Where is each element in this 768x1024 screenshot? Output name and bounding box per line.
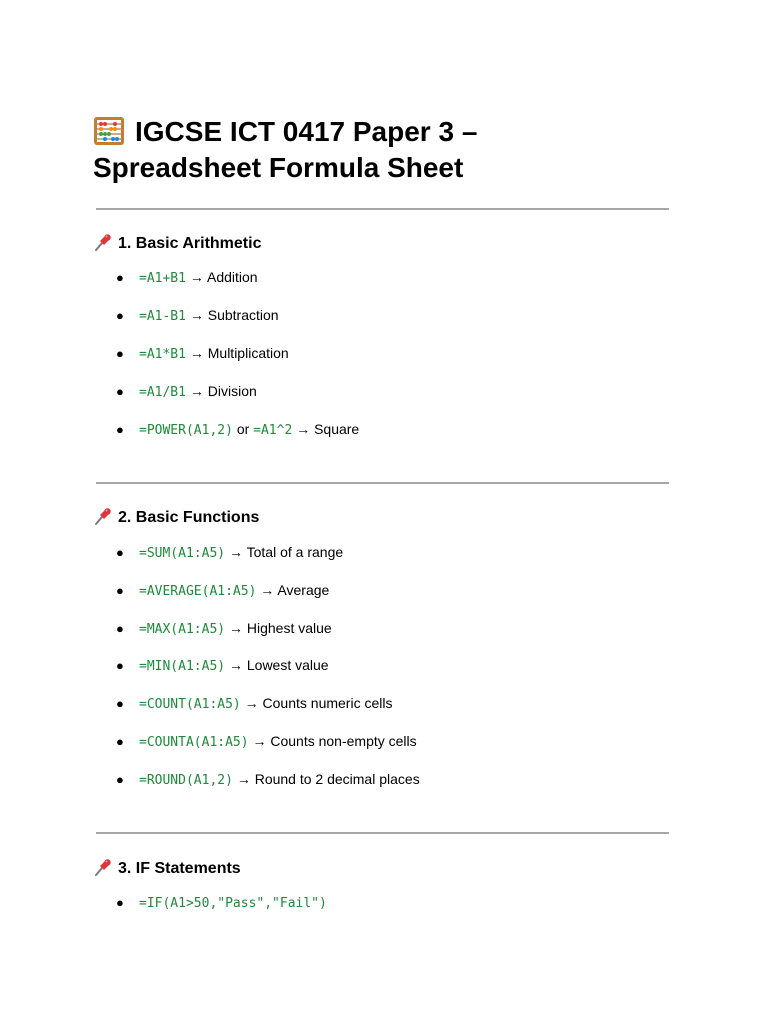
- formula: =MAX(A1:A5): [139, 622, 226, 637]
- arrow: →: [189, 345, 204, 361]
- formula: =A1*B1: [139, 347, 186, 362]
- formula-description: Addition: [206, 269, 258, 285]
- bullet: ●: [116, 772, 124, 787]
- formula: =A1+B1: [139, 271, 186, 286]
- abacus-icon: [93, 116, 125, 146]
- page-title: [93, 114, 693, 186]
- formula-description: Total of a range: [246, 544, 344, 560]
- formula-description: Highest value: [246, 620, 332, 636]
- arrow: →: [189, 307, 204, 323]
- formula-description: Subtraction: [207, 307, 279, 323]
- formula: =AVERAGE(A1:A5): [139, 584, 257, 599]
- bullet: ●: [116, 545, 124, 560]
- section-heading-basic-functions: [93, 506, 259, 528]
- bullet: ●: [116, 658, 124, 673]
- bullet: ●: [116, 384, 124, 399]
- section-divider: [96, 208, 669, 210]
- list-item: [116, 304, 279, 326]
- bullet: ●: [116, 734, 124, 749]
- formula: =MIN(A1:A5): [139, 659, 226, 674]
- formula: =POWER(A1,2): [139, 423, 233, 438]
- bullet: ●: [116, 308, 124, 323]
- formula-description: Lowest value: [246, 657, 329, 673]
- formula-description: Square: [314, 421, 360, 437]
- list-item: [116, 342, 289, 364]
- arrow: →: [296, 421, 311, 437]
- arrow: →: [244, 695, 259, 711]
- formula: =A1/B1: [139, 385, 186, 400]
- pushpin-icon: [93, 506, 113, 526]
- formula-description: Division: [207, 383, 257, 399]
- list-item: [116, 380, 257, 402]
- page-title-line-2: Spreadsheet Formula Sheet: [93, 152, 464, 183]
- arrow: →: [189, 269, 204, 285]
- formula-description: Average: [277, 582, 330, 598]
- arrow: →: [228, 620, 243, 636]
- bullet: ●: [116, 270, 124, 285]
- formula: =A1-B1: [139, 309, 186, 324]
- bullet: ●: [116, 621, 124, 636]
- arrow: →: [260, 582, 275, 598]
- list-item: [116, 418, 359, 440]
- list-item: [116, 654, 329, 676]
- formula: =SUM(A1:A5): [139, 546, 226, 561]
- list-item: [116, 891, 327, 913]
- formula-description: Counts non-empty cells: [270, 733, 417, 749]
- bullet: ●: [116, 422, 124, 437]
- formula-description: Multiplication: [207, 345, 289, 361]
- section-heading-label: 2. Basic Functions: [118, 509, 260, 526]
- list-item: [116, 730, 417, 752]
- bullet: ●: [116, 346, 124, 361]
- list-item: [116, 768, 420, 790]
- bullet: ●: [116, 895, 124, 910]
- arrow: →: [228, 657, 243, 673]
- section-heading-basic-arithmetic: [93, 232, 261, 254]
- formula-joiner: or: [236, 421, 250, 437]
- list-item: [116, 579, 329, 601]
- formula-description: Round to 2 decimal places: [254, 771, 420, 787]
- arrow: →: [252, 733, 267, 749]
- formula: =ROUND(A1,2): [139, 773, 233, 788]
- section-divider: [96, 832, 669, 834]
- section-heading-if-statements: [93, 857, 241, 879]
- formula: =COUNT(A1:A5): [139, 697, 241, 712]
- section-divider: [96, 482, 669, 484]
- formula: =COUNTA(A1:A5): [139, 735, 249, 750]
- arrow: →: [189, 383, 204, 399]
- formula-alternative: =A1^2: [253, 423, 293, 438]
- section-heading-label: 1. Basic Arithmetic: [118, 235, 262, 252]
- list-item: [116, 541, 343, 563]
- page-title-line-1: IGCSE ICT 0417 Paper 3 –: [135, 116, 478, 147]
- pushpin-icon: [93, 232, 113, 252]
- list-item: [116, 266, 258, 288]
- arrow: →: [228, 544, 243, 560]
- list-item: [116, 617, 332, 639]
- formula-description: Counts numeric cells: [262, 695, 393, 711]
- list-item: [116, 692, 392, 714]
- arrow: →: [236, 771, 251, 787]
- formula: =IF(A1>50,"Pass","Fail"): [139, 896, 327, 911]
- bullet: ●: [116, 583, 124, 598]
- pushpin-icon: [93, 857, 113, 877]
- section-heading-label: 3. IF Statements: [118, 860, 241, 877]
- bullet: ●: [116, 696, 124, 711]
